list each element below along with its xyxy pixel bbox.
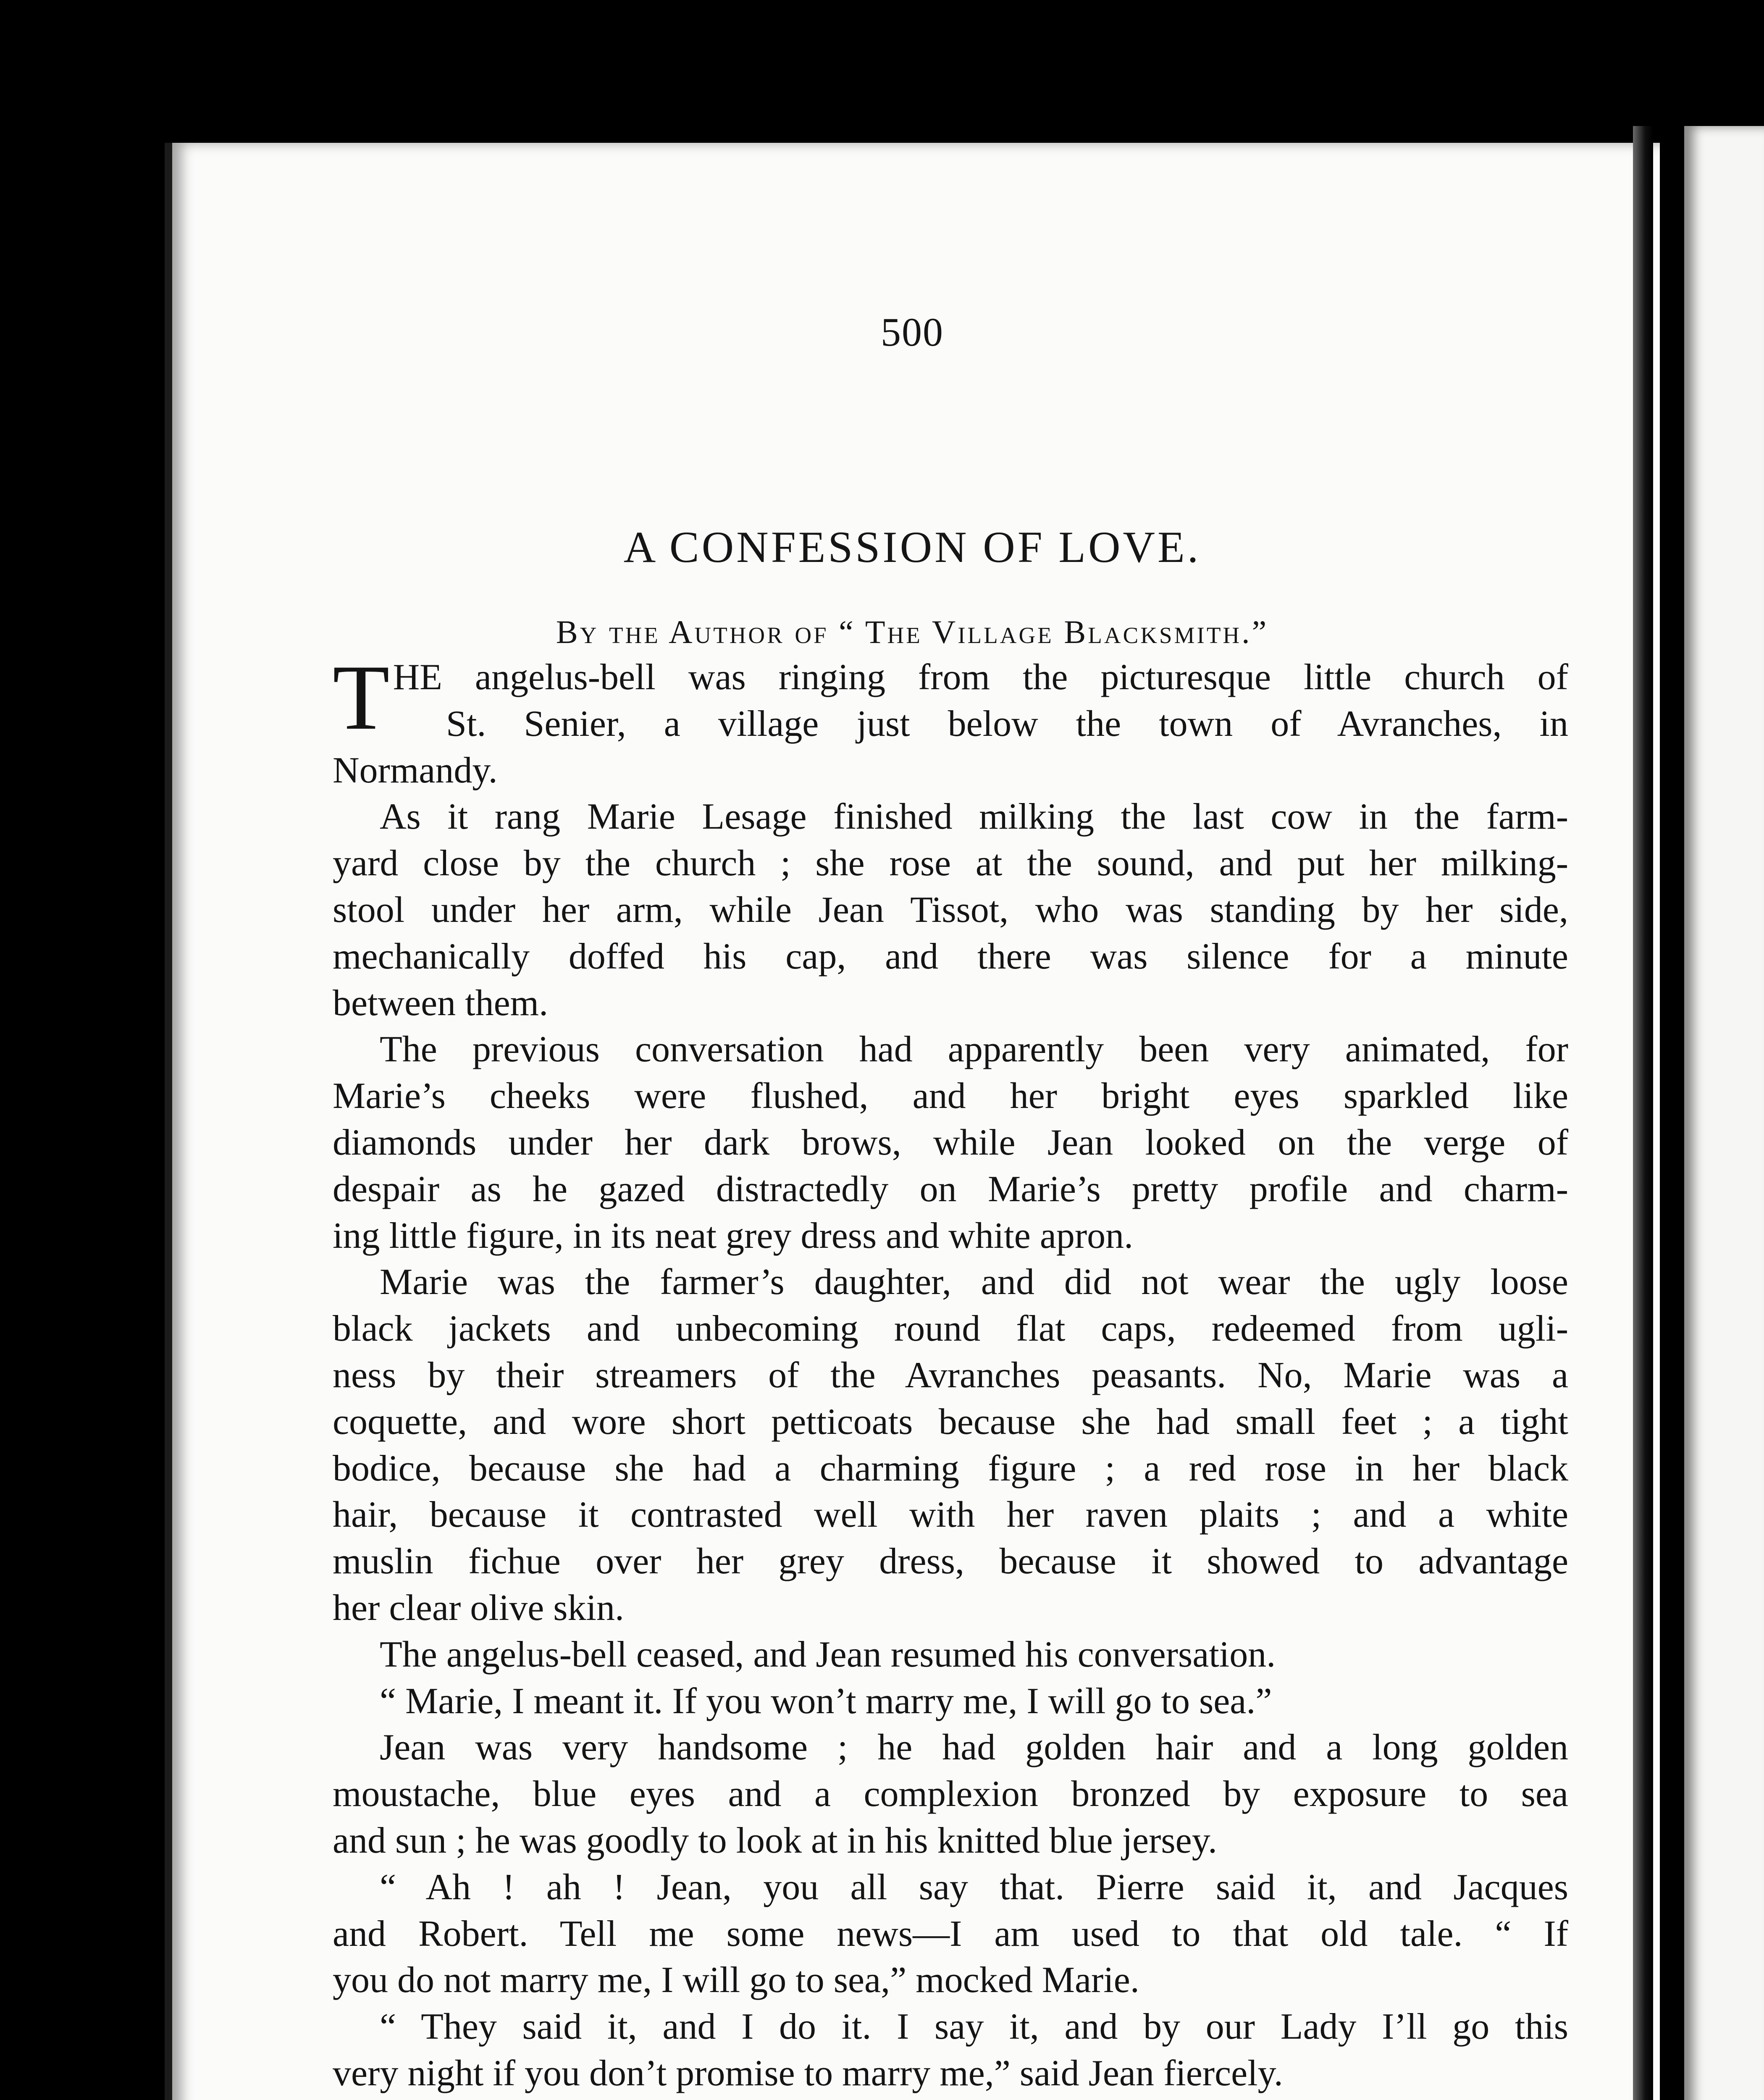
text-line: diamonds under her dark brows, while Jean looked on the verge of — [333, 1122, 1568, 1163]
text-line: The angelus-bell ceased, and Jean resumed his conversation. — [380, 1634, 1276, 1675]
text-line: The previous conversation had apparently been very animated, for — [380, 1029, 1568, 1070]
paragraph — [333, 794, 1568, 1026]
text-line: and sun ; he was goodly to look at in his knitted blue jersey. — [333, 1820, 1217, 1861]
text-line: and Robert. Tell me some news—I am used to that old tale. “ If — [333, 1913, 1568, 1954]
text-line: yard close by the church ; she rose at the sound, and put her milking- — [333, 843, 1568, 884]
text-line: Normandy. — [333, 750, 498, 791]
next-page-edge — [1684, 126, 1764, 2100]
text-line: “ Ah ! ah ! Jean, you all say that. Pierre said it, and Jacques — [380, 1866, 1568, 1908]
drop-cap: T — [333, 646, 390, 749]
text-line: ness by their streamers of the Avranches peasants. No, Marie was a — [333, 1354, 1568, 1396]
text-line — [333, 2097, 1568, 2100]
text-line: despair as he gazed distractedly on Marie’s pretty profile and charm- — [333, 1168, 1568, 1210]
paragraph — [333, 646, 1568, 794]
article-title: A CONFESSION OF LOVE. — [623, 522, 1201, 572]
paragraph — [333, 2097, 1568, 2100]
gutter-shadow — [1633, 126, 1653, 2100]
text-line: Jean was very handsome ; he had golden hair and a long golden — [380, 1727, 1568, 1768]
article-byline: By the Author of “ The Village Blacksmith.” — [556, 614, 1269, 650]
paragraph — [333, 1259, 1568, 1631]
text-line: “ Marie, I meant it. If you won’t marry me, I will go to sea.” — [380, 1680, 1272, 1722]
text-line: bodice, because she had a charming figure ; a red rose in her black — [333, 1448, 1568, 1489]
text-line: Marie’s cheeks were flushed, and her bright eyes sparkled like — [333, 1076, 1568, 1117]
text-line: very night if you don’t promise to marry me,” said Jean fiercely. — [333, 2053, 1283, 2094]
text-line: St. Senier, a village just below the town of Avranches, in — [446, 703, 1568, 744]
paragraph — [333, 1678, 1568, 1725]
paragraph — [333, 1725, 1568, 1864]
text-line: her clear olive skin. — [333, 1587, 624, 1628]
text-line: stool under her arm, while Jean Tissot, who was standing by her side, — [333, 889, 1568, 930]
text-line: HE angelus-bell was ringing from the picturesque little church of — [393, 657, 1568, 698]
paragraph — [333, 1632, 1568, 1678]
book-page — [165, 143, 1660, 2100]
text-line: coquette, and wore short petticoats because she had small feet ; a tight — [333, 1401, 1568, 1442]
text-line: As it rang Marie Lesage finished milking the last cow in the farm- — [380, 796, 1568, 837]
text-line: Marie was the farmer’s daughter, and did not wear the ugly loose — [380, 1262, 1568, 1303]
text-line: you do not marry me, I will go to sea,” mocked Marie. — [333, 1960, 1139, 2001]
text-line: hair, because it contrasted well with her raven plaits ; and a white — [333, 1494, 1568, 1536]
text-line: between them. — [333, 982, 549, 1024]
paragraph — [333, 2004, 1568, 2097]
text-line: moustache, blue eyes and a complexion bronzed by exposure to sea — [333, 1774, 1568, 1815]
text-line: ing little figure, in its neat grey dress and white apron. — [333, 1215, 1134, 1256]
paragraph — [333, 1026, 1568, 1259]
article-body — [333, 646, 1568, 2100]
text-line: “ They said it, and I do it. I say it, and by our Lady I’ll go this — [380, 2006, 1568, 2048]
text-line: black jackets and unbecoming round flat caps, redeemed from ugli- — [333, 1308, 1568, 1349]
text-line: muslin fichue over her grey dress, because it showed to advantage — [333, 1541, 1568, 1582]
text-line: mechanically doffed his cap, and there was silence for a minute — [333, 936, 1568, 977]
page-number: 500 — [881, 310, 944, 354]
paragraph — [333, 1864, 1568, 2004]
